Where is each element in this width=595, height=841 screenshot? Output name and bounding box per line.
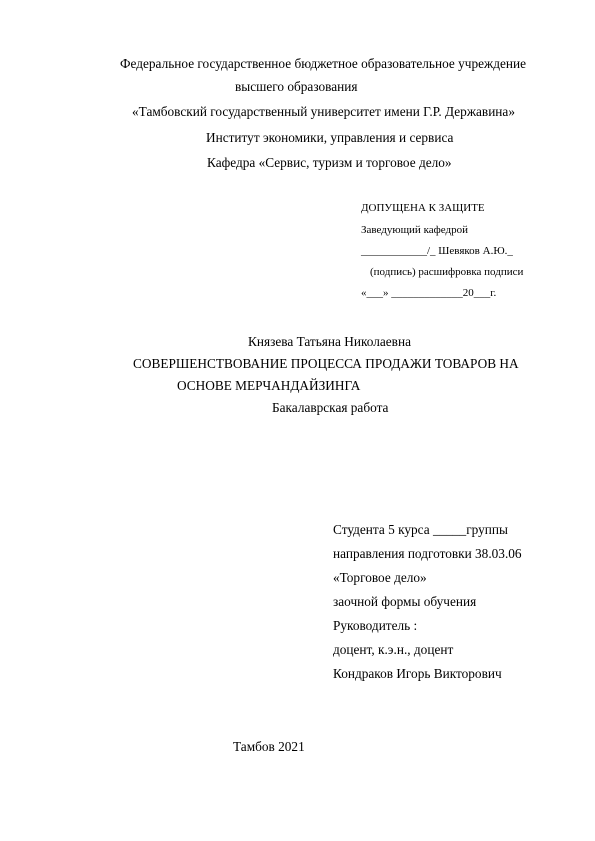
institute-name: Институт экономики, управления и сервиса <box>206 130 454 145</box>
city-year: Тамбов 2021 <box>233 739 305 754</box>
approval-date-line: «___» _____________20___г. <box>361 287 497 299</box>
author-name: Князева Татьяна Николаевна <box>248 334 411 349</box>
supervisor-label: Руководитель : <box>333 618 418 633</box>
supervisor-name: Кондраков Игорь Викторович <box>333 666 502 681</box>
supervisor-title: доцент, к.э.н., доцент <box>333 642 454 657</box>
work-type: Бакалаврская работа <box>272 400 389 415</box>
university-name: «Тамбовский государственный университет имени Г.Р. Державина» <box>132 104 515 119</box>
student-course-line: Студента 5 курса _____группы <box>333 522 508 537</box>
signature-caption: (подпись) расшифровка подписи <box>370 266 524 278</box>
institution-line: Федеральное государственное бюджетное образовательное учреждение <box>120 56 527 71</box>
work-title-line2: ОСНОВЕ МЕРЧАНДАЙЗИНГА <box>177 378 361 393</box>
approval-title: ДОПУЩЕНА К ЗАЩИТЕ <box>361 202 485 214</box>
signature-line: ____________/_ Шевяков А.Ю._ <box>361 245 513 257</box>
education-level-line: высшего образования <box>235 79 358 94</box>
work-title-line1: СОВЕРШЕНСТВОВАНИЕ ПРОЦЕССА ПРОДАЖИ ТОВАРОВ НА <box>133 356 519 371</box>
department-name: Кафедра «Сервис, туризм и торговое дело» <box>207 155 452 170</box>
study-form-line: заочной формы обучения <box>333 594 477 609</box>
head-of-department-label: Заведующий кафедрой <box>361 224 468 236</box>
study-direction-line: направления подготовки 38.03.06 <box>333 546 522 561</box>
study-program-line: «Торговое дело» <box>333 570 427 585</box>
